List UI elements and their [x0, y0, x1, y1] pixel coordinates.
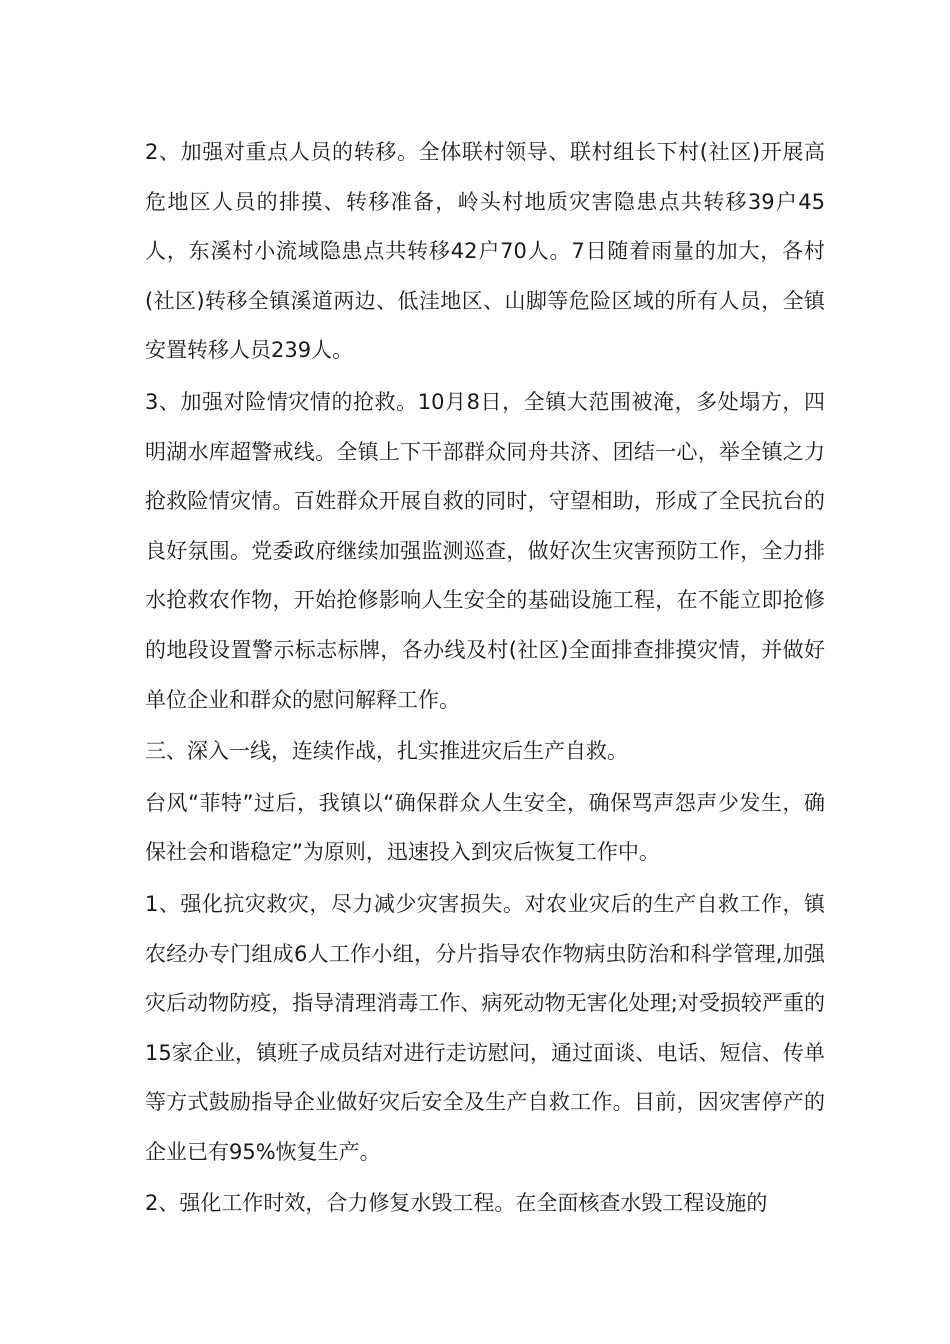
- document-body: [145, 128, 825, 1229]
- paragraph-repair-works: 2、强化工作时效，合力修复水毁工程。在全面核查水毁工程设施的: [145, 1191, 768, 1216]
- section-heading-3: 三、深入一线，连续作战，扎实推进灾后生产自救。: [145, 739, 628, 764]
- paragraph-rescue: 3、加强对险情灾情的抢救。10月8日，全镇大范围被淹，多处塌方，四明湖水库超警戒线。全镇上下干部群众同舟共济、团结一心，举全镇之力抢救险情灾情。百姓群众开展自救的同时，守望相助，形成了全民抗台的良好氛围。党委政府继续加强监测巡查，做好次生灾害预防工作，全力排水抢救农作物，开始抢修影响人生安全的基础设施工程，在不能立即抢修的地段设置警示标志标牌，各办线及村(社区)全面排查排摸灾情，并做好单位企业和群众的慰问解释工作。: [145, 389, 825, 712]
- paragraph-evacuation: 2、加强对重点人员的转移。全体联村领导、联村组长下村(社区)开展高危地区人员的排摸、转移准备，岭头村地质灾害隐患点共转移39户45人，东溪村小流域隐患点共转移42户70人。7日随着雨量的加大，各村(社区)转移全镇溪道两边、低洼地区、山脚等危险区域的所有人员，全镇安置转移人员239人。: [145, 140, 825, 363]
- paragraph-disaster-relief: 1、强化抗灾救灾，尽力减少灾害损失。对农业灾后的生产自救工作，镇农经办专门组成6人工作小组，分片指导农作物病虫防治和科学管理,加强灾后动物防疫，指导清理消毒工作、病死动物无害化处理;对受损较严重的15家企业，镇班子成员结对进行走访慰问，通过面谈、电话、短信、传单等方式鼓励指导企业做好灾后安全及生产自救工作。目前，因灾害停产的企业已有95%恢复生产。: [145, 891, 825, 1164]
- paragraph-typhoon-aftermath: 台风“菲特”过后，我镇以“确保群众人生安全，确保骂声怨声少发生，确保社会和谐稳定”为原则，迅速投入到灾后恢复工作中。: [145, 790, 825, 865]
